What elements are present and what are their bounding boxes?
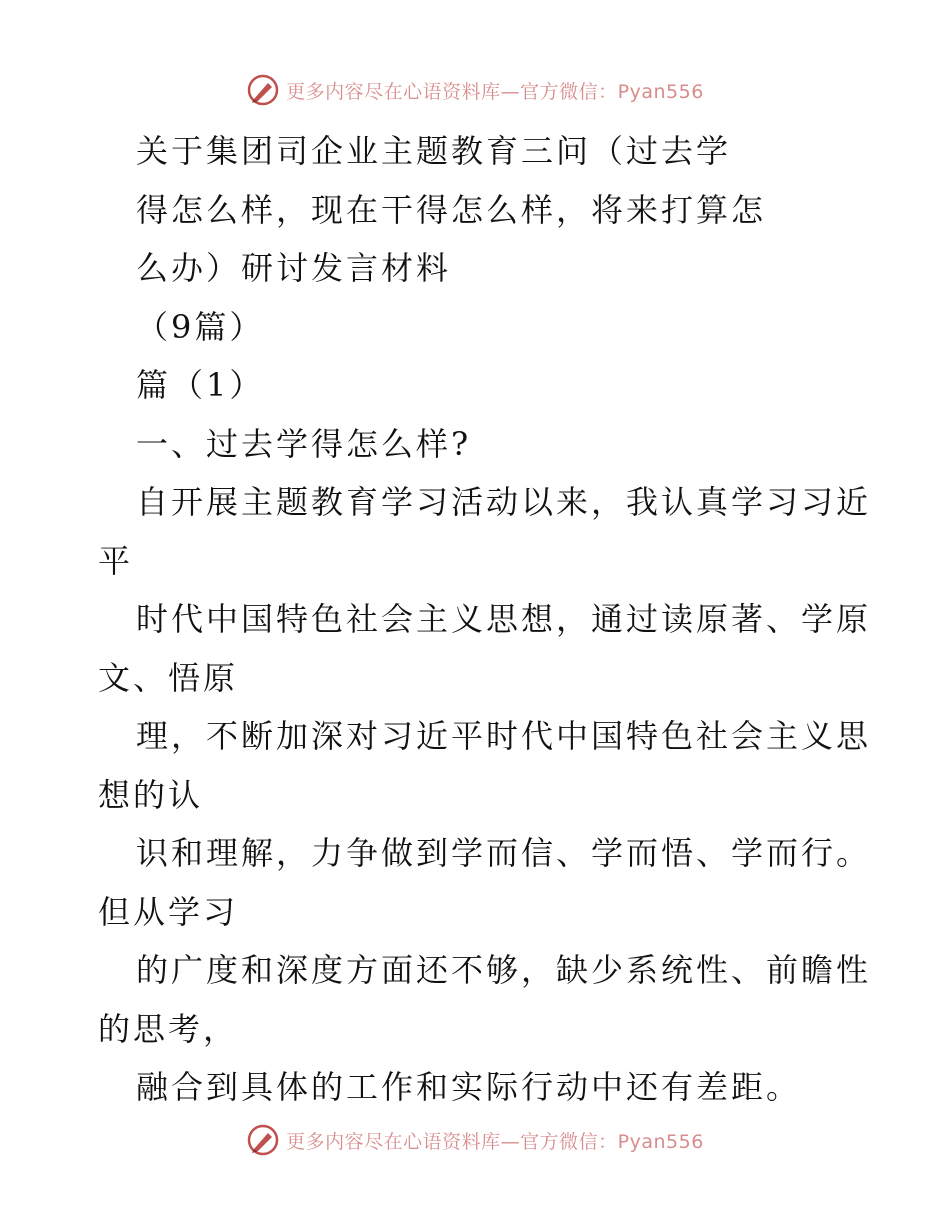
text-line: 时代中国特色社会主义思想，通过读原著、学原	[136, 600, 872, 638]
text-line: （9篇）	[136, 307, 265, 346]
document-body	[98, 122, 872, 1117]
text-line: 一、过去学得怎么样?	[136, 424, 472, 463]
text-line: 篇（1）	[136, 366, 265, 404]
text-line: 理，不断加深对习近平时代中国特色社会主义思	[136, 717, 872, 755]
text-line: 自开展主题教育学习活动以来，我认真学习习近	[136, 483, 872, 521]
text-line: 文、悟原	[98, 658, 239, 697]
watermark-text: 更多内容尽在心语资料库—官方微信：Pyan556	[286, 80, 704, 103]
text-line: 得怎么样，现在干得怎么样，将来打算怎	[136, 190, 767, 229]
footer-watermark	[0, 1120, 950, 1160]
text-line: 融合到具体的工作和实际行动中还有差距。	[136, 1068, 802, 1106]
text-line: 但从学习	[98, 892, 239, 931]
header-watermark	[0, 70, 950, 110]
text-line: 识和理解，力争做到学而信、学而悟、学而行。	[136, 834, 872, 872]
text-line: 的广度和深度方面还不够，缺少系统性、前瞻性	[136, 951, 872, 989]
text-line: 关于集团司企业主题教育三问（过去学	[136, 132, 732, 170]
text-line: 么办）研讨发言材料	[136, 249, 452, 287]
pen-logo-icon	[246, 73, 280, 107]
watermark-text: 更多内容尽在心语资料库—官方微信：Pyan556	[286, 1130, 704, 1153]
text-line: 平	[98, 541, 134, 580]
text-line: 想的认	[98, 775, 204, 814]
pen-logo-icon	[246, 1123, 280, 1157]
text-line: 的思考，	[98, 1009, 239, 1048]
